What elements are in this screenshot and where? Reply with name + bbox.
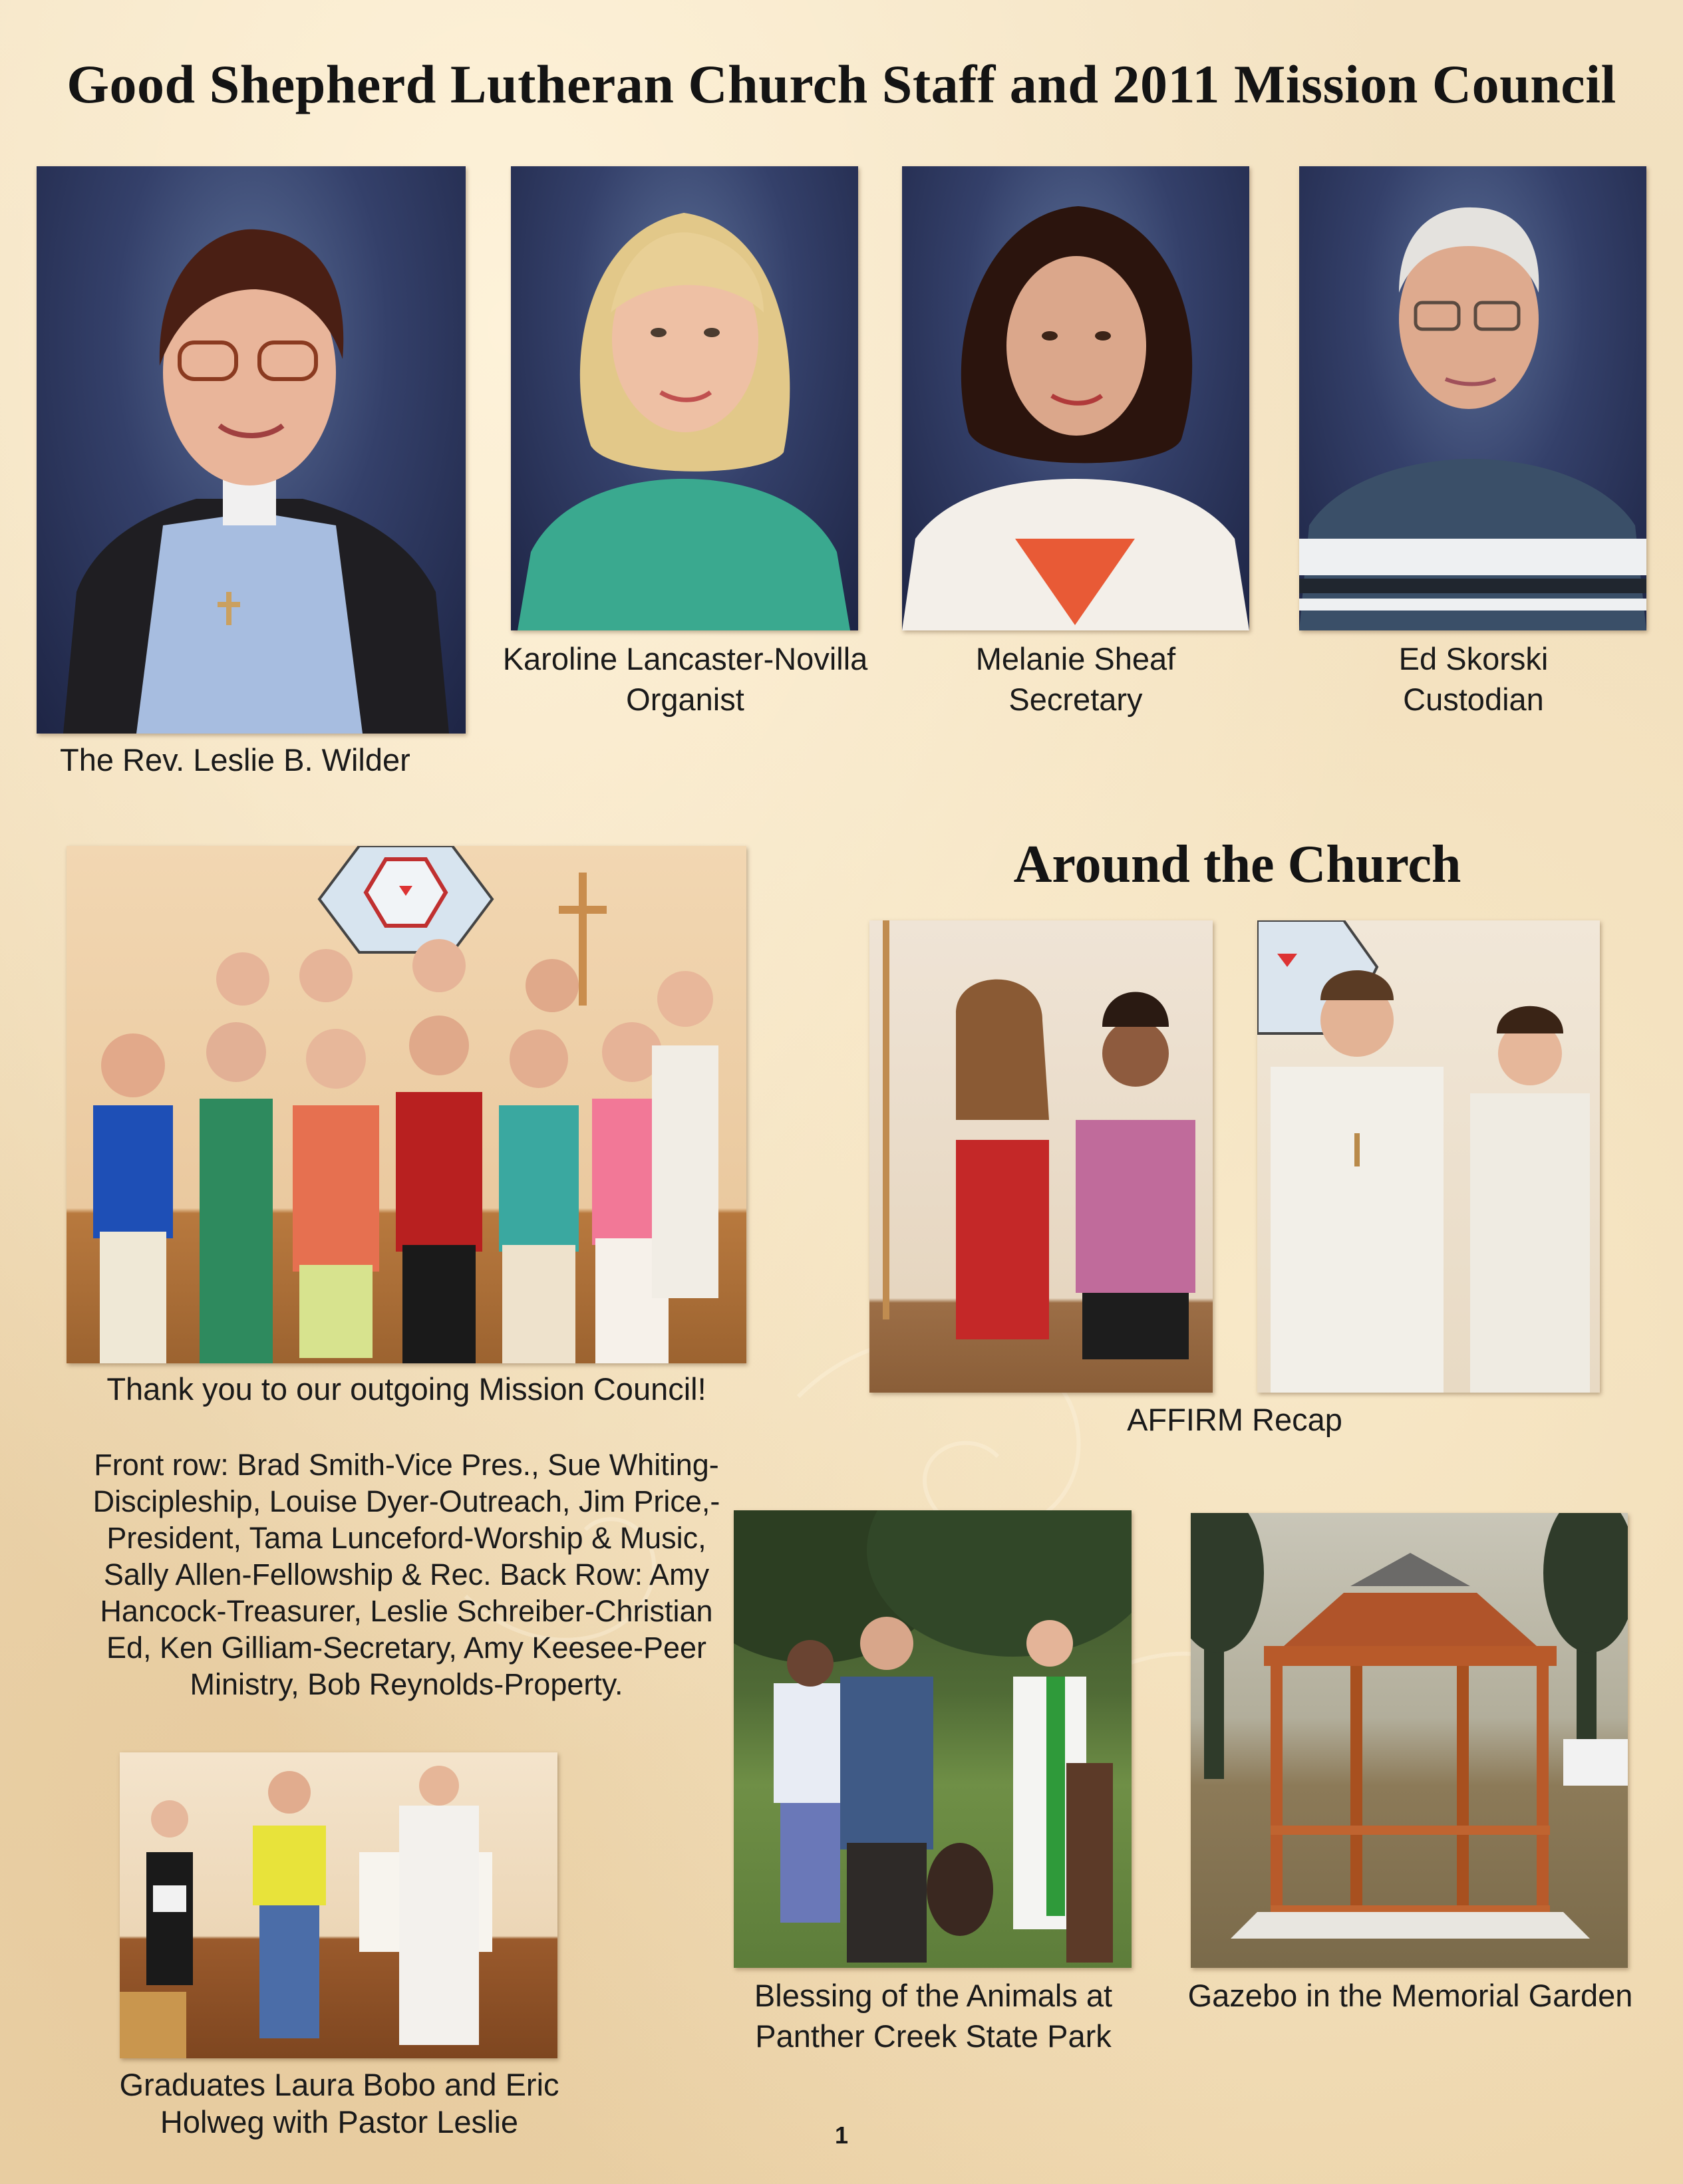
- page-title: Good Shepherd Lutheran Church Staff and 2011 Mission Council: [67, 54, 1616, 114]
- photo-gazebo: [1191, 1513, 1628, 1968]
- staff-role: Organist: [626, 682, 744, 717]
- caption-line: Holweg with Pastor Leslie: [160, 2104, 519, 2139]
- council-line: Discipleship, Louise Dyer-Outreach, Jim Price,-: [92, 1484, 720, 1518]
- section-title-around-the-church: Around the Church: [1013, 835, 1461, 894]
- affirm-caption: AFFIRM Recap: [1127, 1402, 1342, 1437]
- graduates-caption: [80, 2066, 599, 2141]
- staff-role: Custodian: [1403, 682, 1544, 717]
- portrait-ed-skorski: [1299, 166, 1646, 630]
- page-number: 1: [834, 2121, 849, 2149]
- portrait-melanie-sheaf: [902, 166, 1249, 630]
- blessing-caption: [705, 1975, 1161, 2056]
- photo-graduates: [120, 1752, 557, 2058]
- stained-glass-window: [319, 846, 492, 952]
- caption-line: Panther Creek State Park: [755, 2018, 1112, 2054]
- portrait-rev-leslie-wilder: [37, 166, 466, 734]
- photo-affirm-recap-1: [869, 920, 1213, 1393]
- photo-affirm-recap-2: [1257, 920, 1600, 1393]
- council-line: Sally Allen-Fellowship & Rec. Back Row: Amy: [103, 1558, 710, 1591]
- council-line: Front row: Brad Smith-Vice Pres., Sue Whiting-: [94, 1448, 719, 1482]
- staff-caption-melanie: [865, 638, 1287, 720]
- staff-caption-karoline: [466, 638, 905, 720]
- photo-blessing-of-animals: [734, 1510, 1132, 1968]
- caption-line: Graduates Laura Bobo and Eric: [119, 2067, 559, 2102]
- staff-name: Melanie Sheaf: [975, 641, 1176, 676]
- staff-role: Secretary: [1008, 682, 1143, 717]
- council-caption: Thank you to our outgoing Mission Council!: [106, 1371, 706, 1407]
- staff-name: Karoline Lancaster-Novilla: [502, 641, 868, 676]
- council-line: Ed, Ken Gilliam-Secretary, Amy Keesee-Peer: [106, 1631, 707, 1665]
- staff-name: The Rev. Leslie B. Wilder: [60, 742, 410, 777]
- staff-caption-ed: [1264, 638, 1683, 720]
- staff-caption-rev-leslie-wilder: [37, 740, 466, 780]
- photo-mission-council-group: [67, 846, 746, 1363]
- staff-name: Ed Skorski: [1398, 641, 1549, 676]
- council-members-paragraph: [67, 1446, 746, 1703]
- council-line: Hancock-Treasurer, Leslie Schreiber-Christian: [100, 1594, 713, 1628]
- portrait-karoline-lancaster-novilla: [511, 166, 858, 630]
- council-line: President, Tama Lunceford-Worship & Music,: [106, 1521, 706, 1555]
- caption-line: Blessing of the Animals at: [754, 1978, 1113, 2013]
- gazebo-caption: Gazebo in the Memorial Garden: [1187, 1978, 1633, 2013]
- council-line: Ministry, Bob Reynolds-Property.: [190, 1667, 623, 1701]
